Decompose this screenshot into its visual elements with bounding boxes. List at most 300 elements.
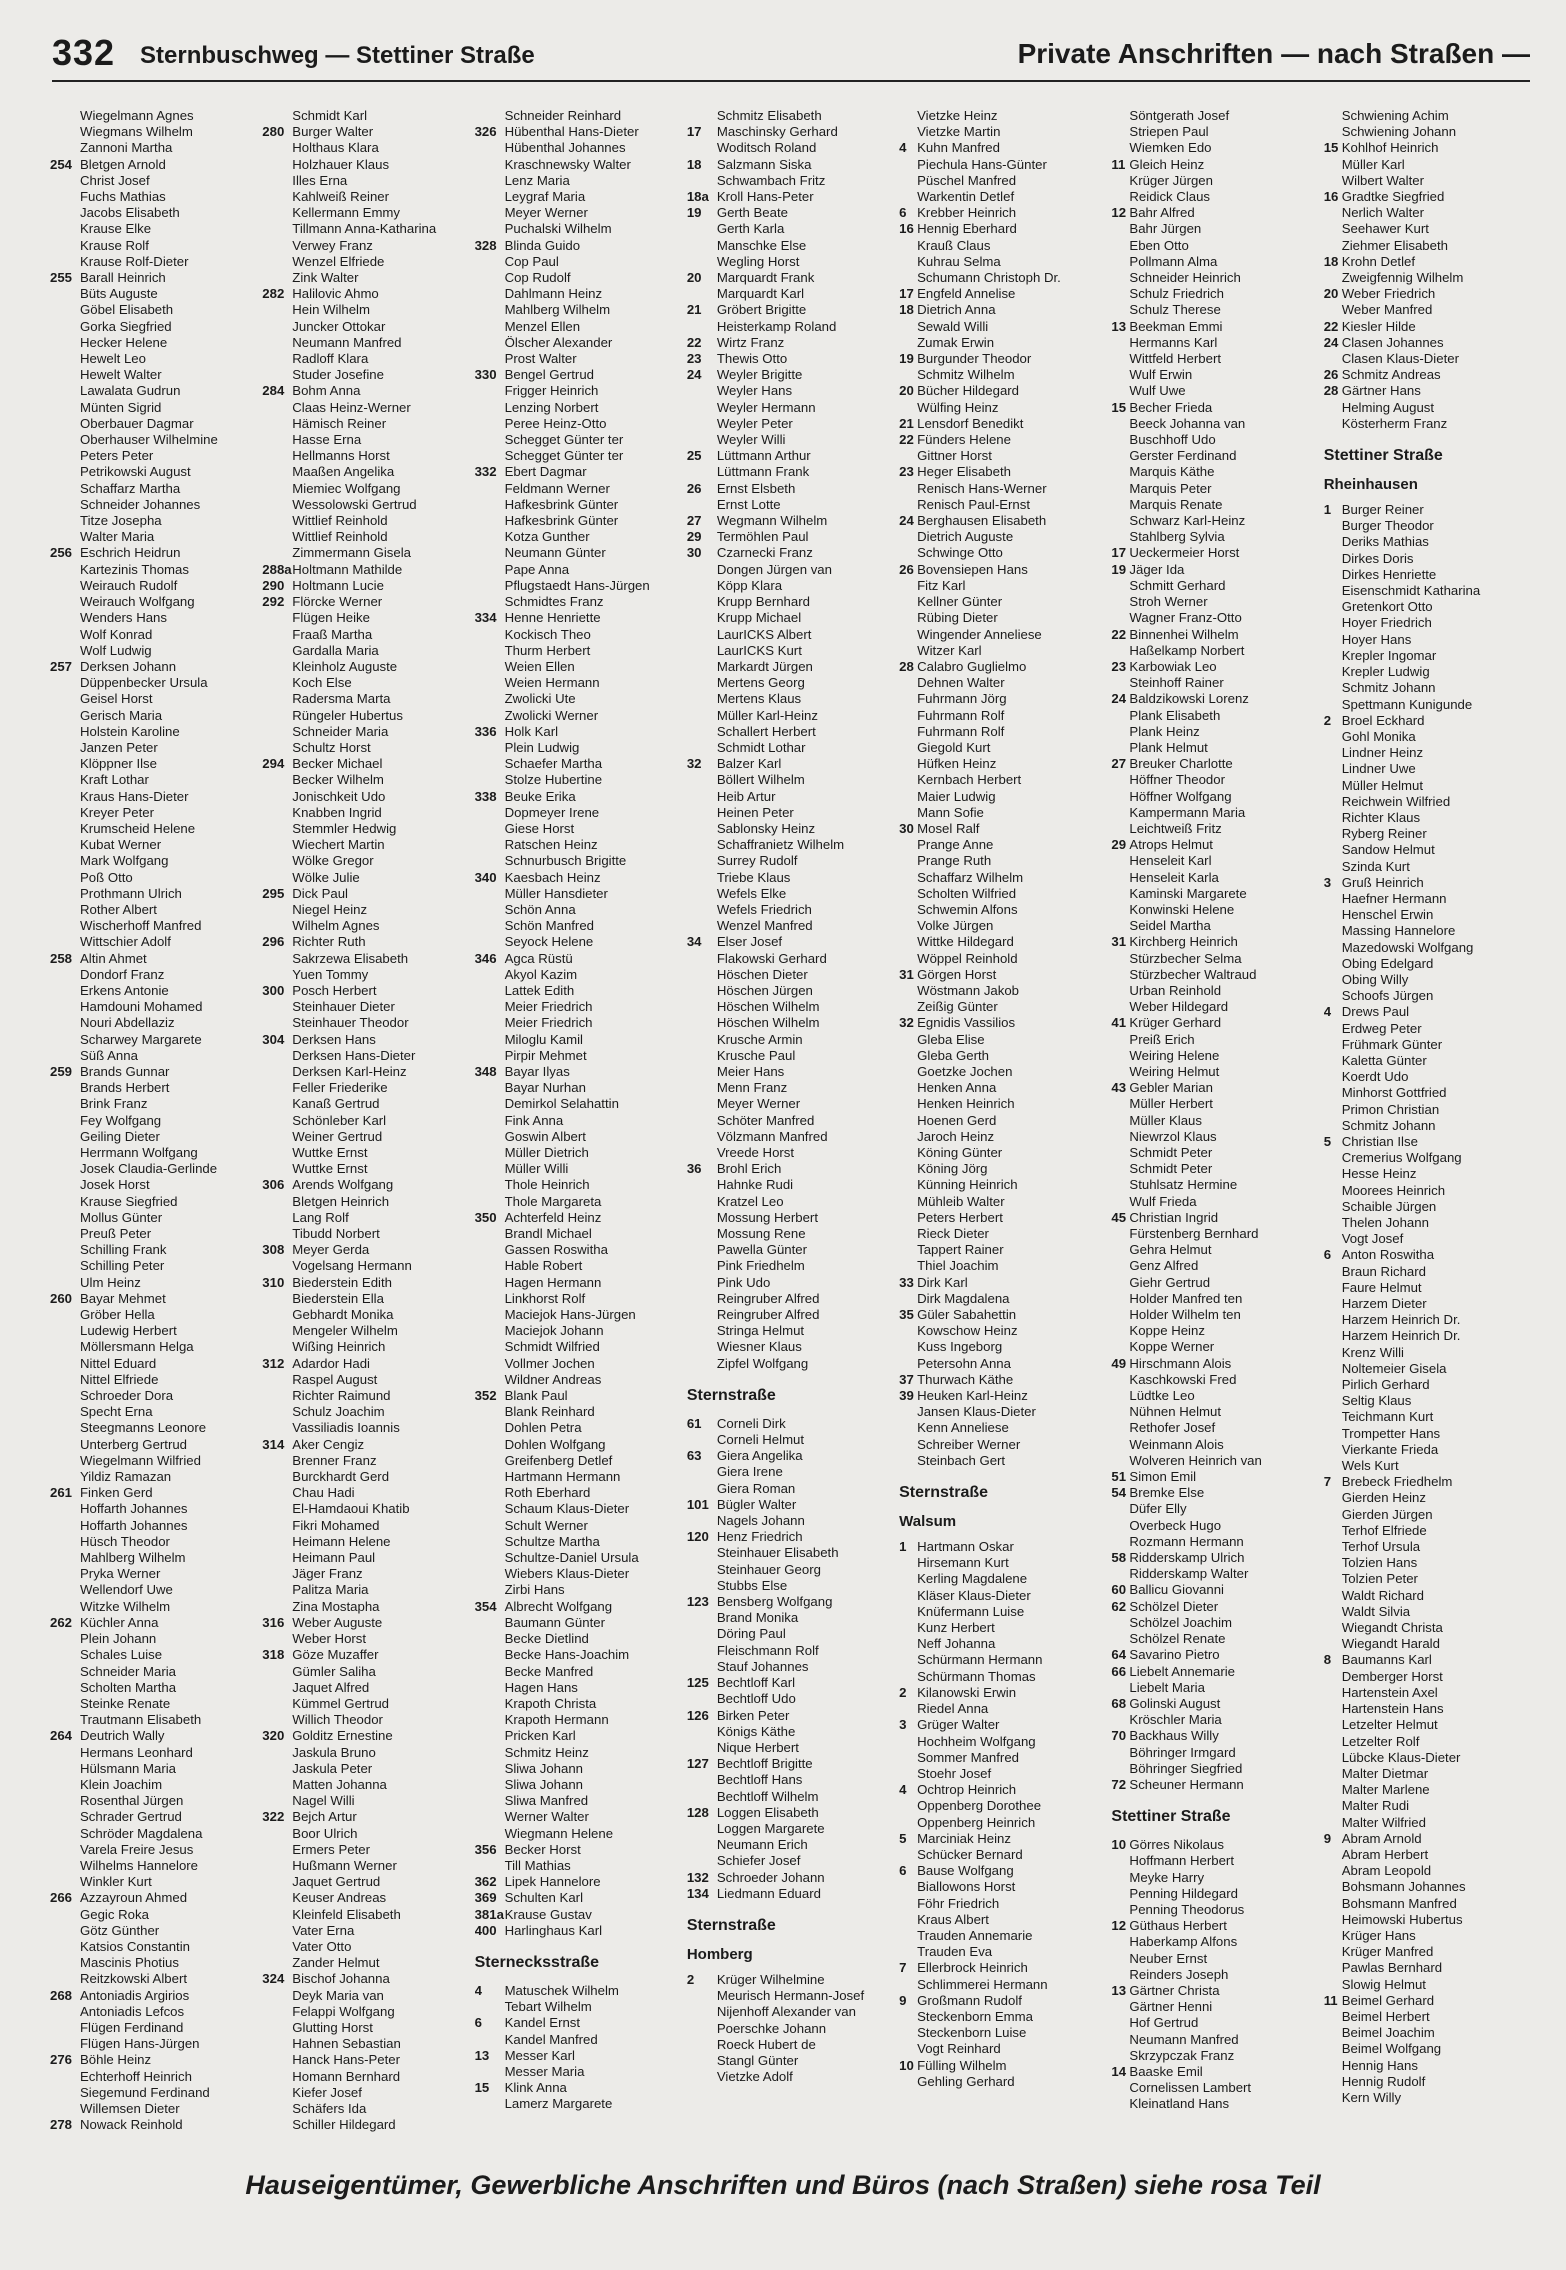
resident-name: Kratzel Leo: [716, 1193, 784, 1209]
resident-name: Czarnecki Franz: [716, 545, 813, 561]
resident-name: Krüger Wilhelmine: [716, 1971, 825, 1987]
resident-name: Schulz Friedrich: [1129, 286, 1224, 302]
list-item: [475, 497, 681, 513]
resident-name: Termöhlen Paul: [716, 529, 809, 545]
list-item: [262, 1356, 468, 1372]
resident-name: Steinhoff Rainer: [1129, 675, 1224, 691]
list-item: [475, 1501, 681, 1517]
list-item: [687, 189, 893, 205]
house-number: [1111, 1761, 1129, 1777]
resident-name: Wilhelm Agnes: [292, 918, 380, 934]
house-number: 21: [686, 302, 702, 318]
list-item: [1111, 1113, 1317, 1129]
house-number: [475, 1194, 505, 1210]
list-item: [1324, 254, 1530, 270]
resident-name: Burger Walter: [292, 124, 374, 140]
list-item: [50, 1242, 256, 1258]
house-number: [1111, 1453, 1129, 1469]
list-item: [1111, 1080, 1317, 1096]
house-number: [475, 1550, 505, 1566]
resident-name: Hasse Erna: [292, 432, 362, 448]
list-item: [1111, 351, 1317, 367]
list-item: [50, 1518, 256, 1534]
house-number: [262, 367, 292, 383]
list-item: [262, 1809, 468, 1825]
house-number: [899, 724, 917, 740]
house-number: [899, 319, 917, 335]
house-number: [687, 1481, 717, 1497]
house-number: [899, 1766, 917, 1782]
list-item: [50, 189, 256, 205]
list-item: [475, 1307, 681, 1323]
resident-name: Zumak Erwin: [917, 334, 995, 350]
resident-name: Titze Josepha: [80, 513, 162, 529]
house-number: [50, 205, 80, 221]
house-number: 61: [686, 1415, 702, 1431]
list-item: [1324, 1636, 1530, 1652]
house-number: [1324, 1539, 1342, 1555]
house-number: [1111, 1967, 1129, 1983]
house-number: [1324, 1669, 1342, 1685]
list-item: [899, 1879, 1105, 1895]
house-number: [50, 513, 80, 529]
resident-name: Krüger Jürgen: [1129, 172, 1213, 188]
resident-name: Schmitt Gerhard: [1129, 577, 1226, 593]
house-number: [262, 1210, 292, 1226]
list-item: [1324, 2058, 1530, 2074]
resident-name: Vogt Josef: [1341, 1231, 1404, 1247]
house-number: [475, 221, 505, 237]
house-number: [687, 2004, 717, 2020]
list-item: [475, 481, 681, 497]
house-number: [475, 2096, 505, 2112]
list-item: [687, 870, 893, 886]
resident-name: Neumann Günter: [504, 545, 606, 561]
house-number: [475, 1582, 505, 1598]
resident-name: Nowack Reinhold: [80, 2117, 183, 2133]
resident-name: Agca Rüstü: [504, 950, 573, 966]
list-item: [50, 562, 256, 578]
list-item: [262, 513, 468, 529]
resident-name: Schroeder Dora: [80, 1388, 174, 1404]
house-number: [687, 691, 717, 707]
list-item: [475, 1388, 681, 1404]
list-item: [1111, 821, 1317, 837]
list-item: [899, 724, 1105, 740]
house-number: 11: [1111, 156, 1126, 172]
list-item: [50, 1988, 256, 2004]
list-item: [899, 643, 1105, 659]
list-item: [1111, 2032, 1317, 2048]
resident-name: Berghausen Elisabeth: [917, 513, 1047, 529]
list-item: [687, 1275, 893, 1291]
resident-name: Wittke Hildegard: [917, 934, 1014, 950]
resident-name: Rethofer Josef: [1129, 1420, 1216, 1436]
house-number: [262, 2052, 292, 2068]
resident-name: Schwarz Karl-Heinz: [1129, 513, 1246, 529]
resident-name: Meurisch Hermann-Josef: [716, 1988, 865, 2004]
list-item: [475, 821, 681, 837]
resident-name: Hartenstein Axel: [1341, 1684, 1438, 1700]
resident-name: Wessolowski Gertrud: [292, 496, 417, 512]
resident-name: Engfeld Annelise: [917, 286, 1016, 302]
resident-name: Rother Albert: [80, 901, 157, 917]
resident-name: Schneider Heinrich: [1129, 270, 1241, 286]
resident-name: Schnurbusch Brigitte: [504, 853, 627, 869]
list-item: [1324, 221, 1530, 237]
resident-name: Puchalski Wilhelm: [504, 221, 612, 237]
list-item: [1324, 923, 1530, 939]
resident-name: Schulz Joachim: [292, 1404, 385, 1420]
resident-name: Palitza Maria: [292, 1582, 369, 1598]
resident-name: Weirauch Rudolf: [80, 577, 178, 593]
house-number: [1324, 1021, 1342, 1037]
list-item: [475, 1242, 681, 1258]
resident-name: Peree Heinz-Otto: [504, 415, 607, 431]
list-item: [50, 221, 256, 237]
house-number: [50, 1032, 80, 1048]
list-item: [262, 1842, 468, 1858]
list-item: [1111, 1918, 1317, 1934]
list-item: [899, 1539, 1105, 1555]
list-item: [475, 1680, 681, 1696]
resident-name: Harzem Dieter: [1341, 1296, 1427, 1312]
resident-name: Tolzien Hans: [1341, 1555, 1418, 1571]
resident-name: Burger Theodor: [1341, 518, 1434, 534]
list-item: [899, 1080, 1105, 1096]
house-number: [687, 416, 717, 432]
house-number: 26: [686, 480, 702, 496]
resident-name: Hellmanns Horst: [292, 448, 390, 464]
house-number: [1111, 302, 1129, 318]
list-item: [475, 1793, 681, 1809]
list-item: [475, 367, 681, 383]
list-item: [475, 578, 681, 594]
resident-name: Müller Hansdieter: [504, 885, 608, 901]
list-item: [1324, 1345, 1530, 1361]
house-number: [475, 432, 505, 448]
resident-name: Wiemken Edo: [1129, 140, 1212, 156]
resident-name: Stroh Werner: [1129, 594, 1208, 610]
resident-name: Wiegandt Christa: [1341, 1620, 1443, 1636]
resident-name: Verwey Franz: [292, 237, 373, 253]
resident-name: Brandl Michael: [504, 1226, 592, 1242]
resident-name: Harzem Heinrich Dr.: [1341, 1328, 1461, 1344]
street-heading: Sternstraße: [686, 1386, 776, 1404]
house-number: [899, 1339, 917, 1355]
resident-name: Schücker Bernard: [917, 1846, 1023, 1862]
resident-name: Hanck Hans-Peter: [292, 2052, 401, 2068]
list-item: [50, 205, 256, 221]
resident-name: Gärtner Christa: [1129, 1982, 1220, 1998]
house-number: [475, 1777, 505, 1793]
list-item: [899, 2009, 1105, 2025]
house-number: 290: [262, 577, 285, 593]
list-item: [687, 1096, 893, 1112]
house-number: [899, 1258, 917, 1274]
resident-name: Leichtweiß Fritz: [1129, 820, 1222, 836]
list-item: [50, 578, 256, 594]
house-number: [50, 1955, 80, 1971]
list-item: [687, 1064, 893, 1080]
house-number: [475, 999, 505, 1015]
list-item: [50, 157, 256, 173]
resident-name: Bechtloff Brigitte: [716, 1756, 813, 1772]
house-number: [899, 902, 917, 918]
house-number: [50, 821, 80, 837]
list-item: [1324, 761, 1530, 777]
resident-name: Bensberg Wolfgang: [716, 1594, 833, 1610]
resident-name: Willich Theodor: [292, 1712, 383, 1728]
list-item: [899, 902, 1105, 918]
house-number: [1324, 1426, 1342, 1442]
house-number: [262, 254, 292, 270]
house-number: [475, 1809, 505, 1825]
house-number: [262, 1534, 292, 1550]
house-number: [687, 983, 717, 999]
house-number: 32: [686, 756, 702, 772]
house-number: [50, 1129, 80, 1145]
list-item: [475, 1194, 681, 1210]
house-number: [1111, 1177, 1129, 1193]
resident-name: Becke Dietlind: [504, 1631, 589, 1647]
resident-name: Studer Josefine: [292, 367, 384, 383]
house-number: 1: [899, 1539, 907, 1555]
resident-name: Hewelt Leo: [80, 351, 146, 367]
resident-name: Obing Edelgard: [1341, 955, 1434, 971]
resident-name: Steinhauer Theodor: [292, 1015, 409, 1031]
house-number: [1324, 648, 1342, 664]
house-number: [475, 1404, 505, 1420]
list-item: [1324, 615, 1530, 631]
list-item: [899, 999, 1105, 1015]
list-item: [262, 432, 468, 448]
resident-name: Nouri Abdellaziz: [80, 1015, 175, 1031]
resident-name: Pawella Günter: [716, 1242, 808, 1258]
list-item: [475, 1809, 681, 1825]
resident-name: Wiegmann Helene: [504, 1825, 614, 1841]
house-number: 256: [50, 545, 73, 561]
house-number: [262, 1339, 292, 1355]
house-number: [262, 1469, 292, 1485]
list-item: [475, 254, 681, 270]
list-item: [50, 1793, 256, 1809]
house-number: [262, 270, 292, 286]
resident-name: Kockisch Theo: [504, 626, 591, 642]
list-item: [687, 1015, 893, 1031]
list-item: [50, 1307, 256, 1323]
resident-name: Ermers Peter: [292, 1841, 370, 1857]
list-item: [687, 886, 893, 902]
list-item: [899, 221, 1105, 237]
house-number: [899, 1588, 917, 1604]
resident-name: Bahr Alfred: [1129, 205, 1195, 221]
list-item: [262, 627, 468, 643]
resident-name: Wulf Erwin: [1129, 367, 1193, 383]
list-item: [1111, 789, 1317, 805]
house-number: [1324, 518, 1342, 534]
resident-name: Josek Claudia-Gerlinde: [80, 1161, 218, 1177]
resident-name: Prange Ruth: [917, 853, 992, 869]
list-item: [1324, 1960, 1530, 1976]
list-item: [1324, 1166, 1530, 1182]
house-number: [262, 1388, 292, 1404]
list-item: [1324, 1685, 1530, 1701]
list-item: [1324, 1393, 1530, 1409]
house-number: [475, 189, 505, 205]
resident-name: Weyler Peter: [716, 415, 793, 431]
list-item: [1111, 918, 1317, 934]
resident-name: Gleba Elise: [917, 1031, 985, 1047]
house-number: [262, 659, 292, 675]
list-item: [899, 1194, 1105, 1210]
house-number: [687, 1988, 717, 2004]
house-number: 23: [686, 351, 702, 367]
resident-name: Mazedowski Wolfgang: [1341, 939, 1474, 955]
list-item: [1111, 448, 1317, 464]
list-item: [1324, 124, 1530, 140]
list-item: [50, 675, 256, 691]
list-item: [50, 1664, 256, 1680]
list-item: [262, 1048, 468, 1064]
resident-name: Savarino Pietro: [1129, 1647, 1220, 1663]
house-number: [475, 1793, 505, 1809]
list-item: [1324, 697, 1530, 713]
list-item: [1111, 934, 1317, 950]
list-item: [1324, 794, 1530, 810]
list-item: [1111, 416, 1317, 432]
resident-name: Finken Gerd: [80, 1485, 153, 1501]
resident-name: Bechtloff Udo: [716, 1691, 796, 1707]
house-number: 28: [1323, 383, 1339, 399]
house-number: 18a: [686, 189, 709, 205]
house-number: [687, 1610, 717, 1626]
resident-name: Kohlhof Heinrich: [1341, 140, 1439, 156]
list-item: [1324, 551, 1530, 567]
list-item: [50, 2069, 256, 2085]
resident-name: Schrader Gertrud: [80, 1809, 182, 1825]
resident-name: Kleinholz Auguste: [292, 658, 398, 674]
list-item: [262, 853, 468, 869]
list-item: [1324, 1474, 1530, 1490]
resident-name: Homann Bernhard: [292, 2068, 401, 2084]
resident-name: Liebelt Maria: [1129, 1679, 1205, 1695]
list-item: [262, 173, 468, 189]
list-item: [1111, 383, 1317, 399]
resident-name: Posch Herbert: [292, 982, 377, 998]
list-item: [899, 708, 1105, 724]
list-item: [687, 1226, 893, 1242]
house-number: [475, 886, 505, 902]
list-item: [50, 2101, 256, 2117]
resident-name: Kroll Hans-Peter: [716, 189, 814, 205]
resident-name: Wegmann Wilhelm: [716, 513, 828, 529]
resident-name: Lüttmann Frank: [716, 464, 810, 480]
list-item: [262, 1631, 468, 1647]
resident-name: Giera Roman: [716, 1480, 796, 1496]
house-number: [687, 772, 717, 788]
list-item: [475, 383, 681, 399]
list-item: [687, 464, 893, 480]
list-item: [262, 1210, 468, 1226]
resident-name: Stürzbecher Waltraud: [1129, 966, 1257, 982]
house-number: [687, 221, 717, 237]
resident-name: Thewis Otto: [716, 351, 788, 367]
list-item: [1111, 675, 1317, 691]
resident-name: Tibudd Norbert: [292, 1226, 380, 1242]
list-item: [475, 1145, 681, 1161]
house-number: 306: [262, 1177, 285, 1193]
resident-name: Stemmler Hedwig: [292, 820, 397, 836]
resident-name: Krauß Claus: [917, 237, 991, 253]
resident-name: Heuken Karl-Heinz: [917, 1388, 1028, 1404]
house-number: [687, 1562, 717, 1578]
list-item: [899, 562, 1105, 578]
house-number: 10: [1111, 1837, 1127, 1853]
resident-name: El-Hamdaoui Khatib: [292, 1501, 410, 1517]
resident-name: Wuttke Ernst: [292, 1145, 368, 1160]
resident-name: Rübing Dieter: [917, 610, 998, 626]
list-item: [262, 772, 468, 788]
house-number: 266: [50, 1890, 73, 1906]
list-item: [1111, 1015, 1317, 1031]
house-number: [50, 1518, 80, 1534]
resident-name: Gröbert Brigitte: [716, 302, 807, 318]
resident-name: Achterfeld Heinz: [504, 1209, 602, 1225]
list-item: [1111, 400, 1317, 416]
house-number: [1324, 1928, 1342, 1944]
house-number: [1324, 923, 1342, 939]
resident-name: Blank Paul: [504, 1388, 568, 1404]
list-item: [50, 756, 256, 772]
resident-name: Gretenkort Otto: [1341, 599, 1433, 615]
list-item: [687, 1972, 893, 1988]
house-number: 13: [1111, 318, 1127, 334]
house-number: [1324, 1312, 1342, 1328]
house-number: [50, 1210, 80, 1226]
resident-name: Wittfeld Herbert: [1129, 351, 1222, 367]
resident-name: Henschel Erwin: [1341, 907, 1434, 923]
resident-name: Azzayroun Ahmed: [80, 1890, 188, 1906]
resident-name: Hübenthal Hans-Dieter: [504, 124, 639, 140]
list-item: [899, 1372, 1105, 1388]
resident-name: Vietzke Heinz: [917, 108, 998, 123]
resident-name: Peters Peter: [80, 448, 154, 464]
resident-name: Weinmann Alois: [1129, 1436, 1224, 1452]
list-item: [475, 1858, 681, 1874]
resident-name: Hoenen Gerd: [917, 1112, 997, 1128]
house-number: [1111, 1339, 1129, 1355]
house-number: 33: [899, 1274, 914, 1290]
resident-name: Krüger Hans: [1341, 1927, 1416, 1943]
resident-name: Schäfers Ida: [292, 2100, 367, 2116]
house-number: [50, 805, 80, 821]
resident-name: Noltemeier Gisela: [1341, 1360, 1447, 1376]
list-item: [475, 1323, 681, 1339]
resident-name: Schneider Johannes: [80, 496, 201, 512]
list-item: [1324, 367, 1530, 383]
list-item: [1111, 1388, 1317, 1404]
resident-name: Glutting Horst: [292, 2019, 373, 2035]
list-item: [475, 1356, 681, 1372]
resident-name: Plank Helmut: [1129, 739, 1208, 755]
house-number: 10: [899, 2057, 914, 2073]
house-number: [262, 691, 292, 707]
house-number: [262, 627, 292, 643]
list-item: [1111, 2064, 1317, 2080]
house-number: [262, 205, 292, 221]
list-item: [475, 1080, 681, 1096]
